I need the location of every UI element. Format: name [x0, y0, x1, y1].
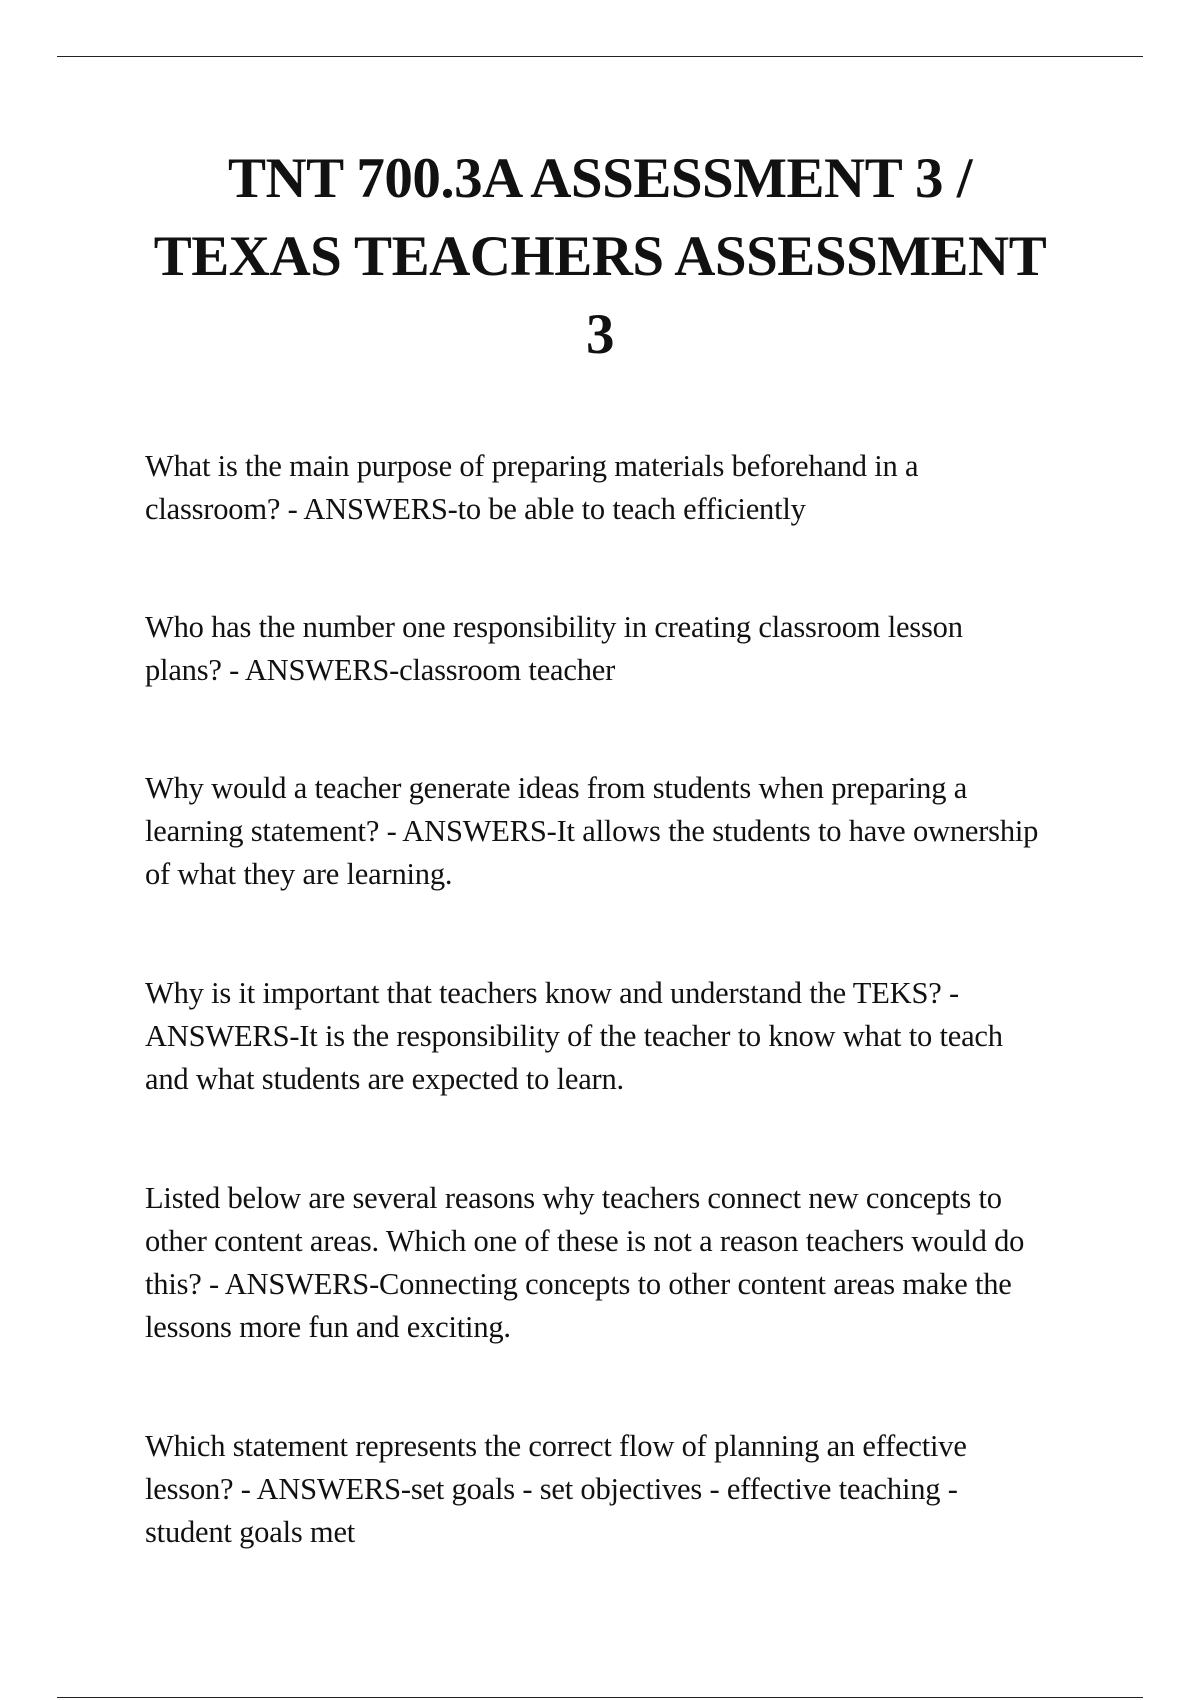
- qa-item-5: [145, 1177, 1045, 1349]
- question-1: What is the main purpose of preparing materials beforehand in a classroom? - ANSWERS-: [145, 449, 919, 526]
- question-6: Which statement represents the correct flow of planning an effective lesson? - ANSWERS-: [145, 1429, 967, 1506]
- answer-5: Connecting concepts to other content areas make the lessons more fun and exciting.: [145, 1267, 1012, 1344]
- answer-1: to be able to teach efficiently: [457, 492, 806, 526]
- qa-item-3: [145, 767, 1045, 896]
- page-title: [100, 140, 1100, 374]
- question-5: Listed below are several reasons why teachers connect new concepts to other content areas. Which one of these is not a reason teachers would do this? - ANSWERS-: [145, 1181, 1025, 1301]
- bottom-rule: [57, 1697, 1143, 1698]
- answer-3: It allows the students to have ownership of what they are learning.: [145, 814, 1039, 891]
- question-3: Why would a teacher generate ideas from students when preparing a learning statement? - ANSWERS-: [145, 771, 968, 848]
- qa-item-4: [145, 972, 1045, 1101]
- title-line-2: TEXAS TEACHERS ASSESSMENT: [153, 225, 1047, 288]
- top-rule: [57, 56, 1143, 57]
- title-line-3: 3: [586, 303, 614, 366]
- qa-item-2: [145, 606, 1045, 692]
- qa-item-6: [145, 1425, 1045, 1554]
- answer-4: It is the responsibility of the teacher to know what to teach and what students are expected to learn.: [145, 1019, 1003, 1096]
- answer-2: classroom teacher: [399, 653, 616, 687]
- answer-6: set goals - set objectives - effective teaching - student goals met: [145, 1472, 958, 1549]
- title-line-1: TNT 700.3A ASSESSMENT 3 /: [227, 147, 973, 210]
- question-2: Who has the number one responsibility in creating classroom lesson plans? - ANSWERS-: [145, 610, 963, 687]
- qa-item-1: [145, 445, 1045, 531]
- question-4: Why is it important that teachers know and understand the TEKS? - ANSWERS-: [145, 976, 959, 1053]
